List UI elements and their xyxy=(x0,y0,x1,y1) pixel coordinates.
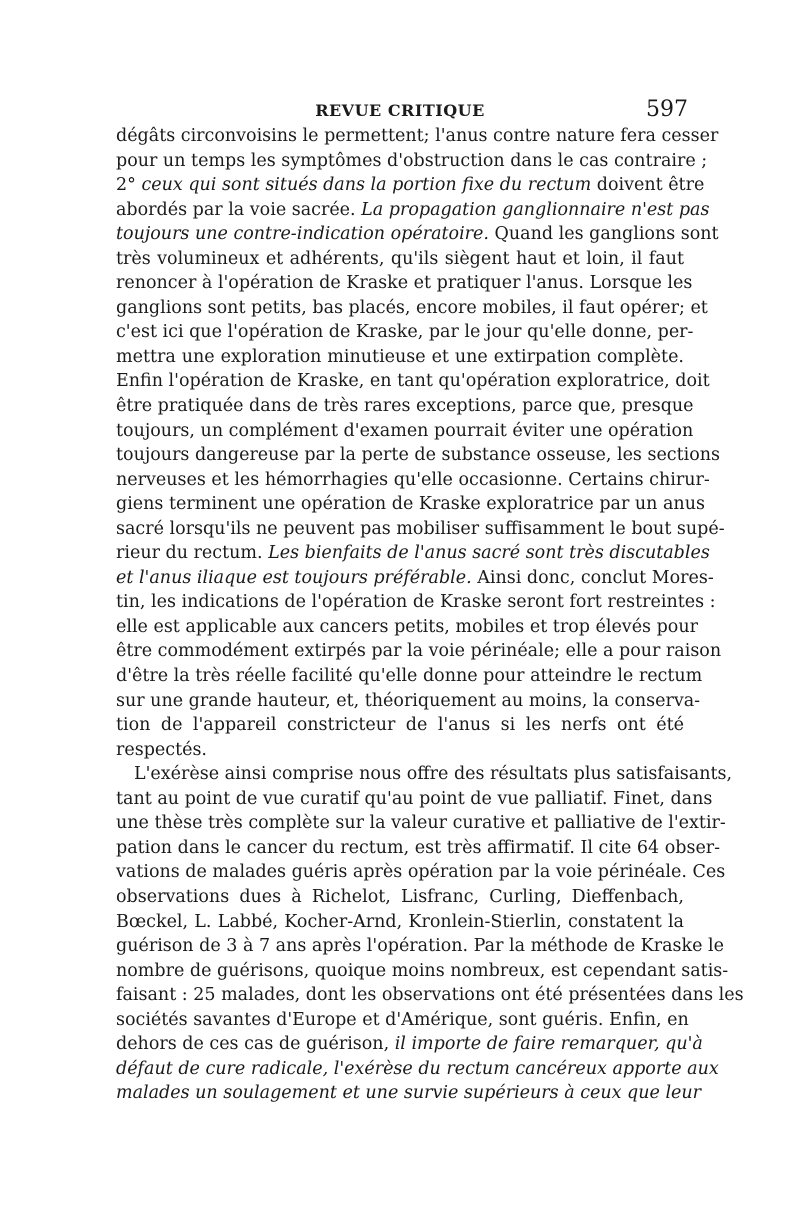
text-run: dégâts circonvoisins le permettent; l'anus contre nature fera cesser xyxy=(116,126,719,146)
text-line xyxy=(116,836,721,861)
text-line xyxy=(116,296,708,321)
text-line xyxy=(116,566,714,591)
text-line xyxy=(116,615,698,640)
text-run: doivent être xyxy=(591,175,705,196)
text-line xyxy=(116,713,684,738)
text-line xyxy=(116,934,724,959)
text-run: toujours dangereuse par la perte de substance osseuse, les sections xyxy=(116,445,721,466)
text-line xyxy=(116,689,701,714)
text-line xyxy=(116,787,713,812)
text-line xyxy=(116,271,693,296)
text-run: sur une grande hauteur, et, théoriquement au moins, la conserva- xyxy=(116,690,701,711)
text-run: nerveuses et les hémorrhagies qu'elle occasionne. Certains chirur- xyxy=(116,469,710,490)
text-run: abordés par la voie sacrée. xyxy=(116,199,362,220)
text-line xyxy=(116,811,726,836)
text-run: vations de malades guéris après opération par la voie périnéale. Ces xyxy=(116,862,726,883)
text-line xyxy=(116,738,684,763)
text-run: nombre de guérisons, quoique moins nombreux, est cependant satis- xyxy=(116,960,729,981)
text-line xyxy=(116,1057,719,1082)
text-run: Bœckel, L. Labbé, Kocher-Arnd, Kronlein-Stierlin, constatent la xyxy=(116,911,684,932)
text-line xyxy=(116,1032,703,1057)
text-run: observations dues à Richelot, Lisfranc, Curling, Dieffenbach, xyxy=(116,886,684,907)
text-run: Ainsi donc, conclut Mores- xyxy=(471,567,714,588)
page-number: 597 xyxy=(646,97,688,122)
text-run: sociétés savantes d'Europe et d'Amérique, sont guéris. Enfin, en xyxy=(116,1009,689,1030)
text-run: elle est applicable aux cancers petits, mobiles et trop élevés pour xyxy=(116,616,698,637)
text-line xyxy=(116,983,744,1008)
text-run: 2° xyxy=(116,175,142,196)
text-line xyxy=(116,590,716,615)
italic-run: malades un soulagement et une survie supérieurs à ceux que leur xyxy=(116,1083,702,1104)
text-line xyxy=(116,222,719,247)
text-run: ganglions sont petits, bas placés, encore mobiles, il faut opérer; et xyxy=(116,297,708,318)
italic-run: La propagation ganglionnaire n'est pas xyxy=(361,199,710,220)
text-run: être pratiquée dans de très rares exceptions, parce que, presque xyxy=(116,396,694,417)
italic-run: et l'anus iliaque est toujours préférable. xyxy=(116,567,472,588)
text-line xyxy=(116,198,710,223)
text-line xyxy=(116,173,705,198)
text-line xyxy=(116,541,710,566)
text-line xyxy=(116,762,733,787)
text-line xyxy=(116,860,726,885)
text-run: mettra une exploration minutieuse et une extirpation complète. xyxy=(116,346,684,367)
text-line xyxy=(116,468,710,493)
text-line xyxy=(116,394,694,419)
italic-run: il importe de faire remarquer, qu'à xyxy=(394,1034,703,1055)
italic-run: toujours une contre-indication opératoire. xyxy=(116,224,489,245)
text-run: pation dans le cancer du rectum, est très affirmatif. Il cite 64 obser- xyxy=(116,837,721,858)
text-run: Enfin l'opération de Kraske, en tant qu'opération exploratrice, doit xyxy=(116,371,710,392)
text-run: respectés. xyxy=(116,739,207,760)
text-line xyxy=(116,345,684,370)
text-line xyxy=(116,369,710,394)
text-run: sacré lorsqu'ils ne peuvent pas mobiliser suffisamment le bout supé- xyxy=(116,518,725,539)
text-run: giens terminent une opération de Kraske exploratrice par un anus xyxy=(116,494,705,515)
italic-run: Les bienfaits de l'anus sacré sont très discutables xyxy=(268,543,710,564)
text-run: tion de l'appareil constricteur de l'anus si les nerfs ont été xyxy=(116,715,684,736)
text-line xyxy=(116,492,705,517)
text-run: dehors de ces cas de guérison, xyxy=(116,1034,395,1055)
text-run: tin, les indications de l'opération de Kraske seront fort restreintes : xyxy=(116,592,716,613)
text-line xyxy=(116,1008,689,1033)
text-line xyxy=(116,124,719,149)
italic-run: défaut de cure radicale, l'exérèse du rectum cancéreux apporte aux xyxy=(116,1058,719,1079)
text-run: très volumineux et adhérents, qu'ils siègent haut et loin, il faut xyxy=(116,248,684,269)
text-line xyxy=(116,320,694,345)
text-run: pour un temps les symptômes d'obstruction dans le cas contraire ; xyxy=(116,150,708,171)
text-run: Quand les ganglions sont xyxy=(488,224,719,245)
text-run: tant au point de vue curatif qu'au point de vue palliatif. Finet, dans xyxy=(116,788,713,809)
text-line xyxy=(116,639,722,664)
running-header: REVUE CRITIQUE xyxy=(315,101,485,120)
text-run: être commodément extirpés par la voie périnéale; elle a pour raison xyxy=(116,641,722,662)
text-line xyxy=(116,419,694,444)
text-line xyxy=(116,664,703,689)
text-run: d'être la très réelle facilité qu'elle donne pour atteindre le rectum xyxy=(116,666,703,687)
text-run: L'exérèse ainsi comprise nous offre des résultats plus satisfaisants, xyxy=(134,764,733,785)
text-run: toujours, un complément d'examen pourrait éviter une opération xyxy=(116,420,694,441)
text-run: c'est ici que l'opération de Kraske, par le jour qu'elle donne, per- xyxy=(116,322,694,343)
text-run: une thèse très complète sur la valeur curative et palliative de l'extir- xyxy=(116,813,726,834)
text-run: faisant : 25 malades, dont les observations ont été présentées dans les xyxy=(116,985,744,1006)
text-line xyxy=(116,247,684,272)
text-line xyxy=(116,885,684,910)
italic-run: ceux qui sont situés dans la portion fixe du rectum xyxy=(141,175,592,196)
text-run: renoncer à l'opération de Kraske et pratiquer l'anus. Lorsque les xyxy=(116,273,693,294)
text-line xyxy=(116,517,725,542)
text-line xyxy=(116,910,684,935)
body-text xyxy=(116,124,744,1106)
text-line xyxy=(116,1081,702,1106)
text-line xyxy=(116,443,721,468)
text-line xyxy=(116,959,729,984)
text-run: guérison de 3 à 7 ans après l'opération. Par la méthode de Kraske le xyxy=(116,936,724,957)
text-run: rieur du rectum. xyxy=(116,543,269,564)
text-line xyxy=(116,149,708,174)
